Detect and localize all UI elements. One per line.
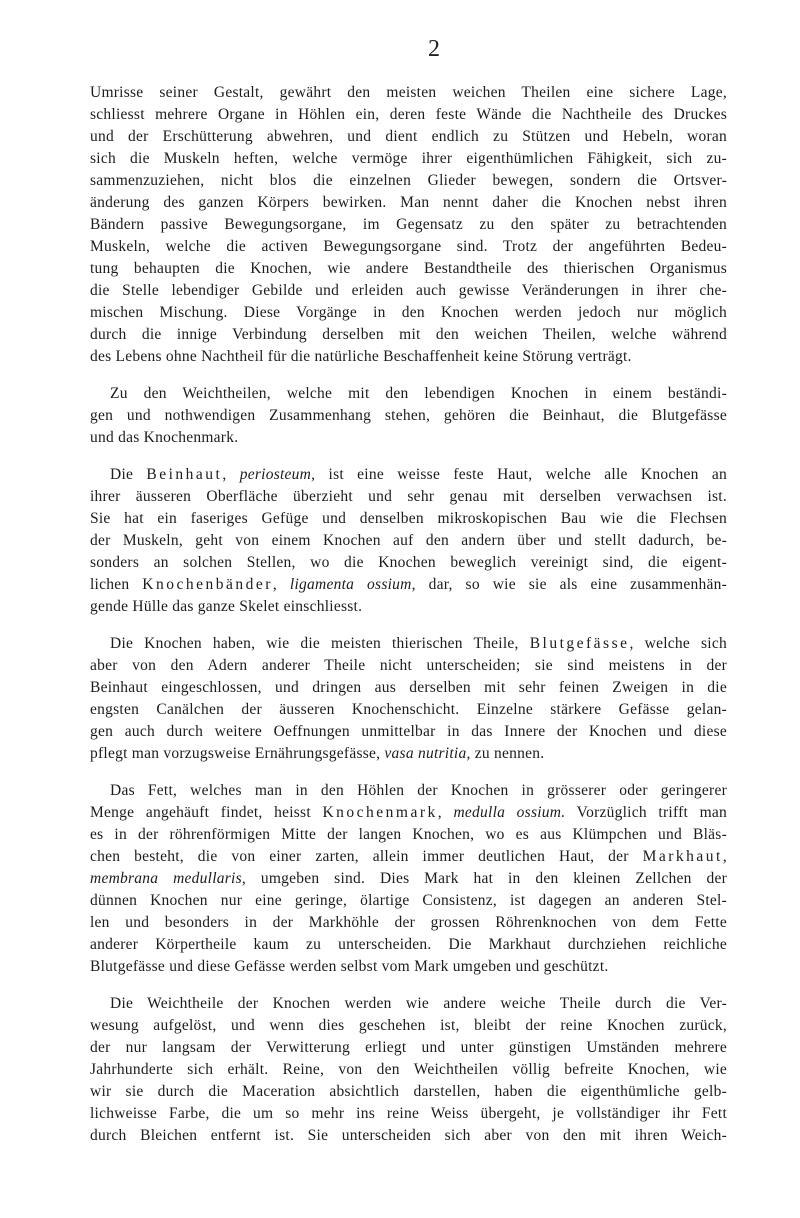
text-line: durch die innige Verbindung derselben mit den weichen Theilen, welche während — [90, 326, 727, 343]
text-line: mischen Mischung. Diese Vorgänge in den Knochen werden jedoch nur möglich — [90, 304, 727, 321]
body-text — [90, 82, 727, 1147]
term-blutgefaesse: Blutgefässe — [529, 635, 630, 652]
text-line: es in der röhrenförmigen Mitte der langen Knochen, wo es aus Klümpchen und Bläs- — [90, 826, 727, 843]
text-line: gen auch durch weitere Oeffnungen unmittelbar in das Innere der Knochen und diese — [90, 723, 727, 740]
paragraph-4 — [90, 633, 727, 765]
text-line: sonders an solchen Stellen, wo die Knochen beweglich vereinigt sind, die eigent- — [90, 554, 727, 571]
text-line: die Stelle lebendiger Gebilde und erleiden auch gewisse Veränderungen in ihrer che- — [90, 282, 727, 299]
paragraph-2 — [90, 383, 727, 449]
text-line: ihrer äusseren Oberfläche überzieht und sehr genau mit derselben verwachsen ist. — [90, 488, 727, 505]
paragraph-6 — [90, 993, 727, 1147]
paragraph-1 — [90, 82, 727, 368]
text-line: durch Bleichen entfernt ist. Sie unterscheiden sich aber von den mit ihren Weich- — [90, 1127, 727, 1144]
text-line: membrana medullaris, umgeben sind. Dies Mark hat in den kleinen Zellchen der — [90, 870, 727, 887]
latin-term-vasa-nutritia: vasa nutritia, — [384, 745, 471, 762]
paragraph-5 — [90, 780, 727, 978]
text-line: und das Knochenmark. — [90, 429, 239, 446]
text-line: und der Erschütterung abwehren, und dient endlich zu Stützen und Hebeln, woran — [90, 128, 727, 145]
text-line: gen und nothwendigen Zusammenhang stehen, gehören die Beinhaut, die Blutgefässe — [90, 407, 727, 424]
text-line: engsten Canälchen der äusseren Knochenschicht. Einzelne stärkere Gefässe gelan- — [90, 701, 727, 718]
text-line: gende Hülle das ganze Skelet einschliesst. — [90, 598, 363, 615]
term-markhaut: Markhaut — [642, 848, 723, 865]
latin-term-medulla-ossium: medulla ossium. — [453, 804, 566, 821]
text-line: aber von den Adern anderer Theile nicht unterscheiden; sie sind meistens in der — [90, 657, 727, 674]
term-knochenmark: Knochenmark — [322, 804, 438, 821]
text-line: Blutgefässe und diese Gefässe werden selbst vom Mark umgeben und geschützt. — [90, 958, 609, 975]
text-line: Muskeln, welche die activen Bewegungsorgane sind. Trotz der angeführten Bedeu- — [90, 238, 727, 255]
text-line: pflegt man vorzugsweise Ernährungsgefässe, vasa nutritia, zu nennen. — [90, 745, 545, 762]
text-line: Die Weichtheile der Knochen werden wie andere weiche Theile durch die Ver- — [110, 995, 727, 1012]
latin-term-ligamenta-ossium: ligamenta ossium, — [289, 576, 416, 593]
text-line: der Muskeln, geht von einem Knochen auf den andern über und stellt dadurch, be- — [90, 532, 727, 549]
text-line: sammenzuziehen, nicht blos die einzelnen Glieder bewegen, sondern die Ortsver- — [90, 172, 727, 189]
text-line: änderung des ganzen Körpers bewirken. Man nennt daher die Knochen nebst ihren — [90, 194, 727, 211]
text-line: Die Knochen haben, wie die meisten thierischen Theile, Blutgefässe, welche sich — [110, 635, 727, 652]
text-line: Bändern passive Bewegungsorgane, im Gegensatz zu den später zu betrachtenden — [90, 216, 727, 233]
text-line: wesung aufgelöst, und wenn dies geschehen ist, bleibt der reine Knochen zurück, — [90, 1017, 727, 1034]
text-line: Menge angehäuft findet, heisst Knochenmark, medulla ossium. Vorzüglich trifft man — [90, 804, 728, 821]
text-line: Das Fett, welches man in den Höhlen der Knochen in grösserer oder geringerer — [110, 782, 727, 799]
latin-term-membrana-medullaris: membrana medullaris, — [90, 870, 247, 887]
text-line: des Lebens ohne Nachtheil für die natürliche Beschaffenheit keine Störung verträgt. — [90, 348, 632, 365]
term-beinhaut: Beinhaut — [146, 466, 223, 483]
text-line: dünnen Knochen nur eine geringe, ölartige Consistenz, ist dagegen an anderen Stel- — [90, 892, 727, 909]
page-number: 2 — [428, 36, 440, 62]
text-line: chen besteht, die von einer zarten, allein immer deutlichen Haut, der Markhaut, — [90, 848, 727, 865]
latin-term-periosteum: periosteum, — [239, 466, 316, 483]
text-line: anderer Körpertheile kaum zu unterscheiden. Die Markhaut durchziehen reichliche — [90, 936, 727, 953]
text-line: lichen Knochenbänder, ligamenta ossium, dar, so wie sie als eine zusammenhän- — [90, 576, 727, 593]
text-line: sich die Muskeln heften, welche vermöge ihrer eigenthümlichen Fähigkeit, sich zu- — [90, 150, 727, 167]
paragraph-3 — [90, 464, 727, 618]
text-line: schliesst mehrere Organe in Höhlen ein, deren feste Wände die Nachtheile des Druckes — [90, 106, 727, 123]
text-line: Beinhaut eingeschlossen, und dringen aus derselben mit sehr feinen Zweigen in die — [90, 679, 727, 696]
text-line: lichweisse Farbe, die um so mehr ins reine Weiss übergeht, je vollständiger ihr Fett — [90, 1105, 727, 1122]
text-line: Zu den Weichtheilen, welche mit den lebendigen Knochen in einem beständi- — [110, 385, 727, 402]
text-line: Umrisse seiner Gestalt, gewährt den meisten weichen Theilen eine sichere Lage, — [90, 84, 727, 101]
text-line: Sie hat ein faseriges Gefüge und denselben mikroskopischen Bau wie die Flechsen — [90, 510, 727, 527]
text-line: wir sie durch die Maceration absichtlich darstellen, haben die eigenthümliche gelb- — [90, 1083, 727, 1100]
text-line: der nur langsam der Verwitterung erliegt und unter günstigen Umständen mehrere — [90, 1039, 727, 1056]
text-line: tung behaupten die Knochen, wie andere Bestandtheile des thierischen Organismus — [90, 260, 727, 277]
term-knochenbaender: Knochenbänder — [142, 576, 273, 593]
text-line: Die Beinhaut, periosteum, ist eine weisse feste Haut, welche alle Knochen an — [110, 466, 727, 483]
text-line: len und besonders in der Markhöhle der grossen Röhrenknochen von dem Fette — [90, 914, 727, 931]
text-line: Jahrhunderte sich erhält. Reine, von den Weichtheilen völlig befreite Knochen, wie — [90, 1061, 727, 1078]
